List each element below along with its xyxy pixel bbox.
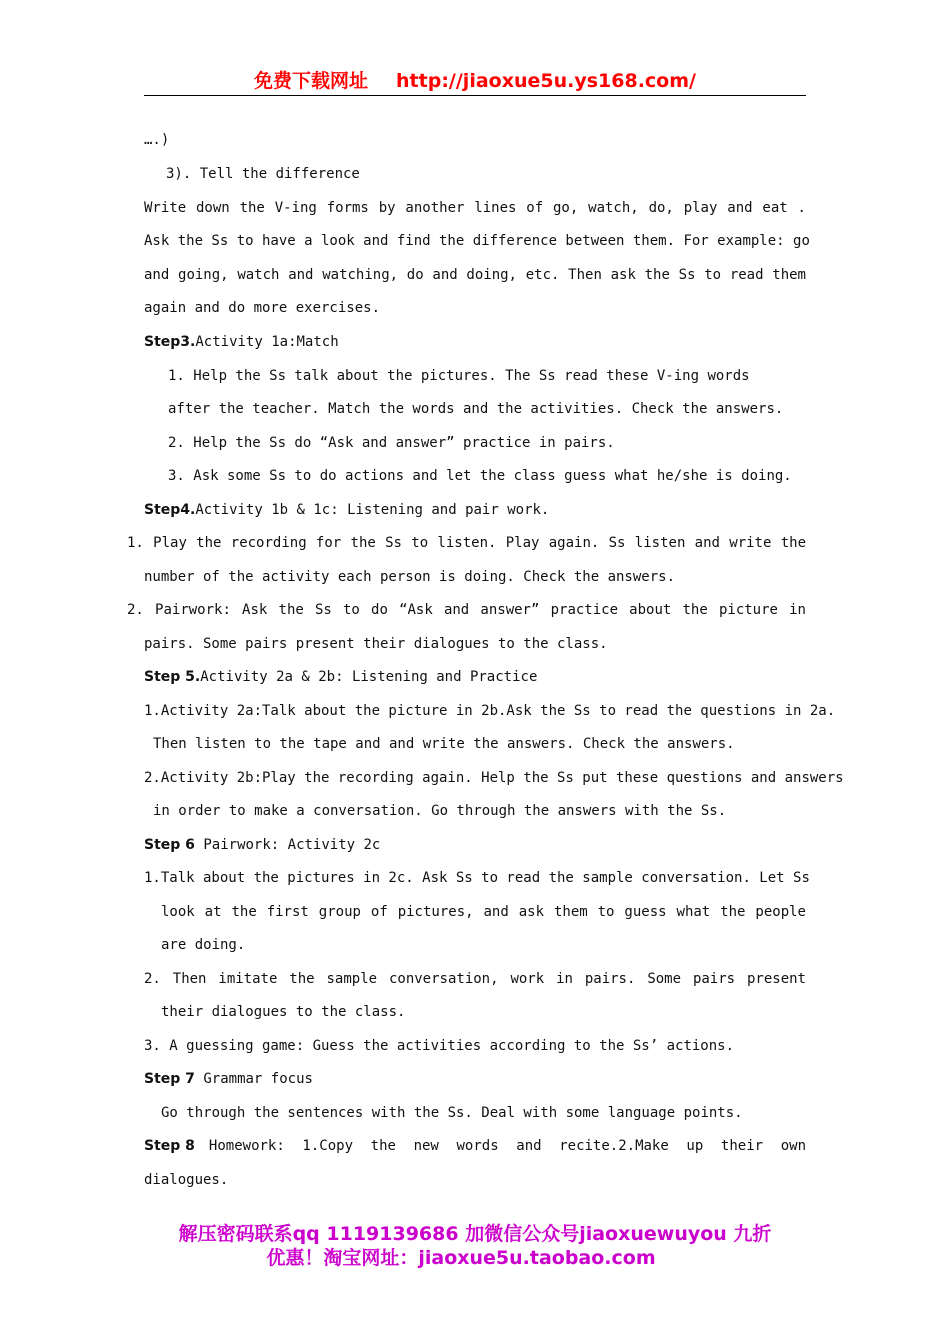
- footer-line-2: 优惠！淘宝网址：jiaoxue5u.taobao.com: [266, 1247, 656, 1269]
- text-line: in order to make a conversation. Go through the answers with the Ss.: [153, 803, 727, 819]
- text-line: 1.Talk about the pictures in 2c. Ask Ss to read the sample conversation. Let Ss: [144, 870, 810, 886]
- text-line: and going, watch and watching, do and doing, etc. Then ask the Ss to read them: [144, 267, 806, 283]
- step-3-heading: Step3.Activity 1a:Match: [144, 334, 339, 350]
- text-line: 1. Play the recording for the Ss to listen. Play again. Ss listen and write the: [127, 535, 806, 551]
- text-line: dialogues.: [144, 1172, 229, 1188]
- page-header: [144, 66, 806, 93]
- text-line: 3. A guessing game: Guess the activities according to the Ss’ actions.: [144, 1038, 735, 1054]
- step-8-heading: Step 8 Homework: 1.Copy the new words and recite.2.Make up their own: [144, 1138, 806, 1154]
- text-line: 2. Pairwork: Ask the Ss to do “Ask and answer” practice about the picture in: [127, 602, 806, 618]
- step-4-heading: Step4.Activity 1b & 1c: Listening and pair work.: [144, 502, 550, 518]
- text-line: 1. Help the Ss talk about the pictures. The Ss read these V-ing words: [168, 368, 750, 384]
- step-6-heading: Step 6 Pairwork: Activity 2c: [144, 837, 381, 853]
- step-label: Step 5.: [144, 669, 201, 685]
- text-line: 1.Activity 2a:Talk about the picture in 2b.Ask the Ss to read the questions in 2a.: [144, 703, 836, 719]
- step-label: Step 7: [144, 1071, 195, 1087]
- step-label: Step4.: [144, 502, 196, 518]
- text-line: 2. Help the Ss do “Ask and answer” practice in pairs.: [168, 435, 615, 451]
- header-site-name: 免费下载网址: [254, 70, 369, 92]
- step-label: Step 6: [144, 837, 195, 853]
- text-line: again and do more exercises.: [144, 300, 381, 316]
- text-line: look at the first group of pictures, and ask them to guess what the people: [161, 904, 806, 920]
- step-5-heading: Step 5.Activity 2a & 2b: Listening and Practice: [144, 669, 538, 685]
- text-line: Go through the sentences with the Ss. Deal with some language points.: [161, 1105, 743, 1121]
- step-label: Step 8: [144, 1138, 195, 1154]
- text-line: are doing.: [161, 937, 246, 953]
- text-line: Ask the Ss to have a look and find the difference between them. For example: go: [144, 233, 810, 249]
- text-line: pairs. Some pairs present their dialogues to the class.: [144, 636, 608, 652]
- text-line: Write down the V-ing forms by another lines of go, watch, do, play and eat .: [144, 200, 806, 216]
- footer-line-1: 解压密码联系qq 1119139686 加微信公众号jiaoxuewuyou 九折: [178, 1223, 772, 1245]
- header-divider: [144, 95, 806, 96]
- text-line: Then listen to the tape and and write the answers. Check the answers.: [153, 736, 735, 752]
- text-line: after the teacher. Match the words and the activities. Check the answers.: [168, 401, 784, 417]
- text-line: 3. Ask some Ss to do actions and let the class guess what he/she is doing.: [168, 468, 792, 484]
- step-7-heading: Step 7 Grammar focus: [144, 1071, 313, 1087]
- text-line: ….): [144, 132, 170, 148]
- step-label: Step3.: [144, 334, 196, 350]
- text-line: number of the activity each person is doing. Check the answers.: [144, 569, 676, 585]
- text-line: 3). Tell the difference: [166, 166, 360, 182]
- header-url[interactable]: http://jiaoxue5u.ys168.com/: [396, 70, 696, 92]
- text-line: 2. Then imitate the sample conversation, work in pairs. Some pairs present: [144, 971, 806, 987]
- text-line: 2.Activity 2b:Play the recording again. Help the Ss put these questions and answers: [144, 770, 844, 786]
- text-line: their dialogues to the class.: [161, 1004, 406, 1020]
